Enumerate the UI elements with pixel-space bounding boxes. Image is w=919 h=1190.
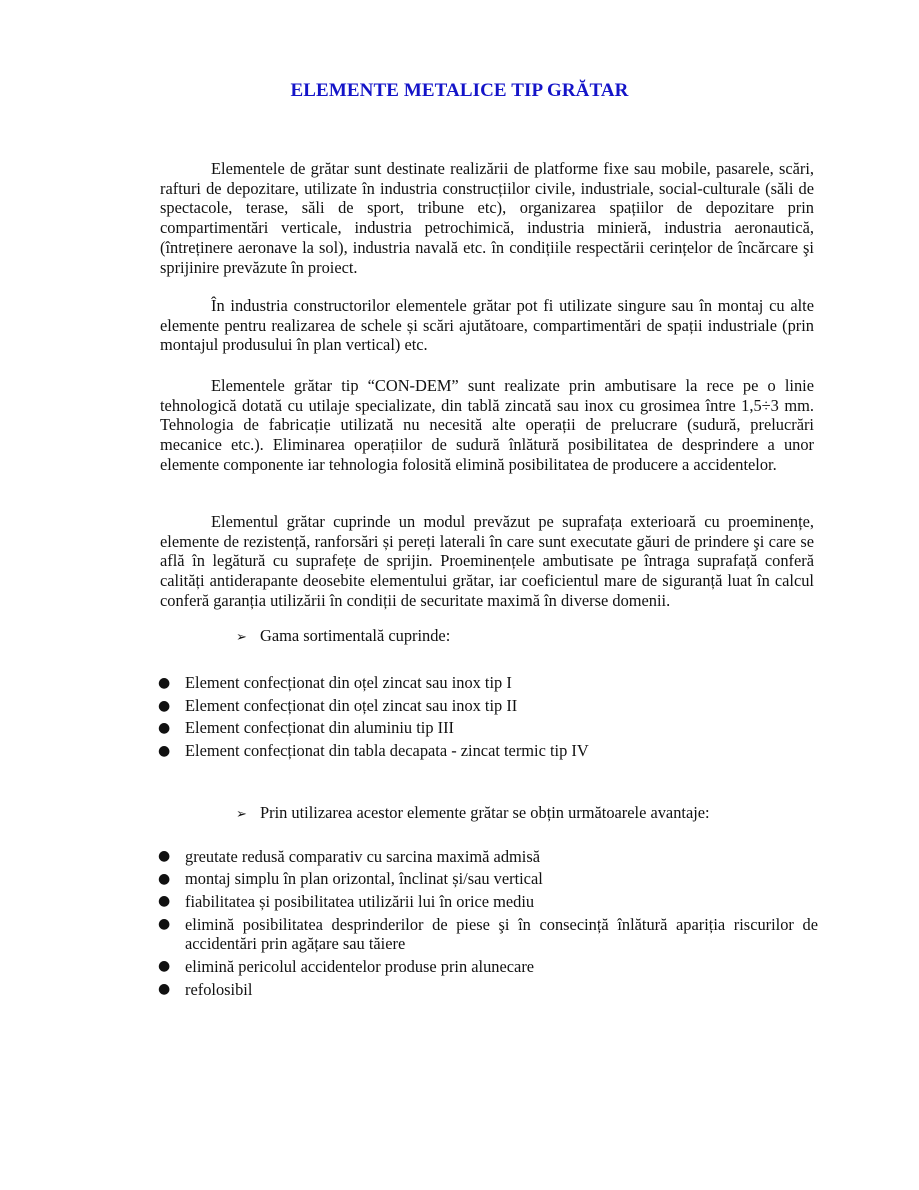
- bullet-icon: ●: [158, 848, 171, 864]
- paragraph-technology: Elementele grătar tip “CON-DEM” sunt realizate prin ambutisare la rece pe o linie tehnologică dotată cu utilaje specializate, din tablă zincată sau inox cu grosimea între 1,5÷3 mm. Tehnologia de fabricație utilizată nu necesită alte operații de prelucrare (sudură, prelucrări mecanice etc.). Eliminarea operațiilor de sudură înlătură posibilitatea de desprindere a unor elemente componente iar tehnologia folosită elimină posibilitatea de producere a accidentelor.: [160, 376, 814, 474]
- list-item: [158, 740, 818, 763]
- list-item-text: fiabilitatea și posibilitatea utilizării lui în orice mediu: [185, 891, 535, 911]
- list-item: [158, 717, 818, 740]
- bullet-icon: ●: [158, 743, 171, 760]
- list-item-text: montaj simplu în plan orizontal, înclinat și/sau vertical: [185, 869, 543, 889]
- list-item-text: elimină pericolul accidentelor produse prin alunecare: [185, 956, 535, 976]
- list-item: [158, 845, 818, 868]
- list-item-text: Element confecționat din oțel zincat sau inox tip I: [185, 673, 512, 692]
- range-heading-text: Gama sortimentală cuprinde:: [260, 626, 451, 645]
- list-item: [158, 978, 818, 1001]
- range-heading: [236, 626, 450, 648]
- list-item-text: elimină posibilitatea desprinderilor de piese şi în consecință înlătură apariția riscurilor de accidentări prin agățare sau tăiere: [185, 914, 818, 954]
- bullet-icon: ●: [158, 916, 171, 933]
- bullet-icon: ●: [158, 675, 171, 691]
- list-item-text: Element confecționat din oțel zincat sau inox tip II: [185, 695, 518, 715]
- paragraph-intro: Elementele de grătar sunt destinate realizării de platforme fixe sau mobile, pasarele, scări, rafturi de depozitare, utilizate în industria construcțiilor civile, industriale, social-culturale (săli de spectacole, terase, săli de sport, tribune etc), organizarea spațiilor de depozitare prin compartimentări verticale, industria petrochimică, industria minieră, industria aeronautică, (întreținere aeronave la sol), industria navală etc. în condițiile respectării cerințelor de încărcare şi sprijinire prevăzute în proiect.: [160, 159, 814, 277]
- advantages-list: [158, 845, 818, 1001]
- list-item: [158, 868, 818, 891]
- list-item: [158, 890, 818, 913]
- advantages-heading-text: Prin utilizarea acestor elemente grătar se obțin următoarele avantaje:: [260, 803, 710, 822]
- list-item-text: refolosibil: [185, 979, 253, 999]
- bullet-icon: ●: [158, 958, 171, 975]
- paragraph-element-description: Elementul grătar cuprinde un modul prevăzut pe suprafața exterioară cu proeminențe, elemente de rezistență, ranforsări și pereți laterali în care sunt executate găuri de prindere şi care se află în legătură cu suprafețe de sprijin. Proeminențele ambutisate pe întraga suprafață conferă calități antiderapante deosebite elementului grătar, iar coeficientul mare de siguranță luat în calcul conferă garanția utilizării în condiții de securitate maximă în diverse domenii.: [160, 512, 814, 610]
- list-item: [158, 672, 818, 695]
- bullet-icon: ●: [158, 870, 171, 887]
- bullet-icon: ●: [158, 980, 171, 997]
- list-item-text: greutate redusă comparativ cu sarcina maximă admisă: [185, 846, 540, 866]
- range-list: [158, 672, 818, 763]
- bullet-icon: ●: [158, 697, 171, 714]
- page-title: ELEMENTE METALICE TIP GRĂTAR: [290, 80, 629, 101]
- list-item: [158, 955, 818, 978]
- arrow-bullet-icon: ➢: [236, 807, 247, 822]
- list-item-text: Element confecționat din tabla decapata - zincat termic tip IV: [185, 741, 589, 761]
- paragraph-construction-use: În industria constructorilor elementele grătar pot fi utilizate singure sau în montaj cu alte elemente pentru realizarea de schele și scări ajutătoare, compartimentări de spații industriale (prin montajul produsului în plan vertical) etc.: [160, 296, 814, 355]
- bullet-icon: ●: [158, 720, 171, 737]
- bullet-icon: ●: [158, 893, 171, 910]
- advantages-heading: [236, 803, 710, 825]
- list-item-text: Element confecționat din aluminiu tip III: [185, 718, 454, 738]
- arrow-bullet-icon: ➢: [236, 630, 247, 645]
- list-item: [158, 913, 818, 955]
- list-item: [158, 695, 818, 718]
